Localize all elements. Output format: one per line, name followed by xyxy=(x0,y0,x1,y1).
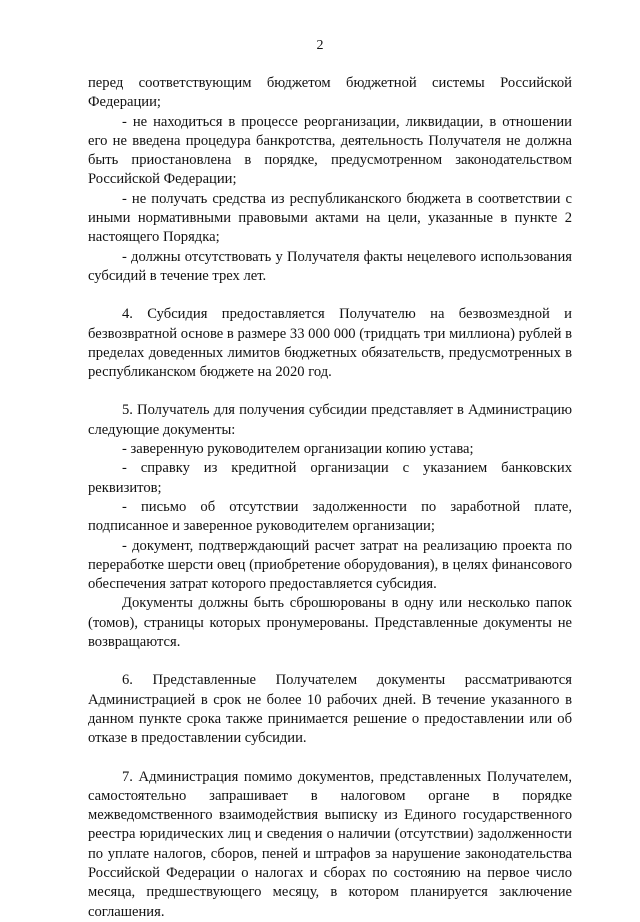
paragraph-clause-5: 5. Получатель для получения субсидии представляет в Администрацию следующие документы: xyxy=(88,402,572,438)
paragraph-requirement-no-reorganization: - не находиться в процессе реорганизации, ликвидации, в отношении его не введена процедура банкротства, деятельность Получателя не должна быть приостановлена в порядке, предусмотренном законодательством Российской Федерации; xyxy=(88,113,572,188)
paragraph-doc-bank-certificate: - справку из кредитной организации с указанием банковских реквизитов; xyxy=(88,460,572,496)
paragraph-requirement-no-misuse: - должны отсутствовать у Получателя факты нецелевого использования субсидий в течение трех лет. xyxy=(88,248,572,284)
paragraph-continuation: перед соответствующим бюджетом бюджетной системы Российской Федерации; xyxy=(88,75,572,111)
document-body xyxy=(88,74,572,922)
paragraph-clause-4: 4. Субсидия предоставляется Получателю на безвозмездной и безвозвратной основе в размере 33 000 000 (тридцать три миллиона) рублей в пределах доведенных лимитов бюджетных обязательств, предусмотренных в республиканском бюджете на 2020 год. xyxy=(88,306,572,381)
paragraph-clause-6: 6. Представленные Получателем документы рассматриваются Администрацией в срок не более 10 рабочих дней. В течение указанного в данном пункте срока также принимается решение о предоставлении или об отказе в предоставлении субсидии. xyxy=(88,672,572,747)
paragraph-doc-charter: - заверенную руководителем организации копию устава; xyxy=(122,441,474,458)
paragraph-doc-no-debt-letter: - письмо об отсутствии задолженности по заработной плате, подписанное и заверенное руководителем организации; xyxy=(88,498,572,535)
paragraph-requirement-no-other-funds: - не получать средства из республиканского бюджета в соответствии с иными нормативными правовыми актами на цели, указанные в пункте 2 настоящего Порядка; xyxy=(88,190,572,246)
paragraph-doc-binding: Документы должны быть сброшюрованы в одну или несколько папок (томов), страницы которых пронумерованы. Представленные документы не возвращаются. xyxy=(88,595,572,651)
page-number: 2 xyxy=(316,38,324,53)
paragraph-doc-cost-calculation: - документ, подтверждающий расчет затрат на реализацию проекта по переработке шерсти овец (приобретение оборудования), в целях финансового обеспечения затрат которого предоставляется субсидия. xyxy=(88,537,572,593)
paragraph-clause-7: 7. Администрация помимо документов, представленных Получателем, самостоятельно запрашивает в налоговом органе в порядке межведомственного взаимодействия выписку из Единого государственного реестра юридических лиц и сведения о наличии (отсутствии) задолженности по уплате налогов, сборов, пеней и штрафов за нарушение законодательства Российской Федерации о налогах и сборах по состоянию на первое число месяца, предшествующего месяцу, в котором планируется заключение соглашения. xyxy=(88,768,572,920)
